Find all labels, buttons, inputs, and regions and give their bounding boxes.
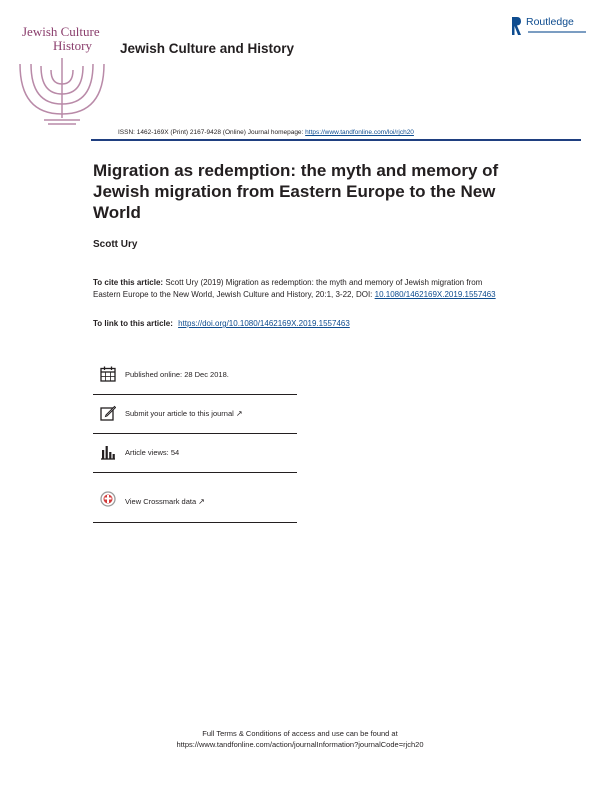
- issn-text: ISSN: 1462-169X (Print) 2167-9428 (Online) Journal homepage:: [118, 129, 304, 136]
- publisher-name: Routledge: [526, 16, 574, 28]
- submit-text: [125, 409, 243, 418]
- footer-terms-line: Full Terms & Conditions of access and use can be found at: [202, 729, 398, 738]
- routledge-icon: [510, 15, 522, 37]
- bar-chart-icon: [100, 444, 116, 460]
- journal-homepage-link[interactable]: https://www.tandfonline.com/loi/rjch20: [305, 129, 414, 136]
- journal-logo-line1: Jewish Culture: [22, 24, 100, 39]
- published-row: [93, 364, 297, 395]
- publisher-logo[interactable]: [510, 15, 590, 41]
- crossmark-row[interactable]: [93, 492, 297, 523]
- submit-label: Submit your article to this journal: [125, 409, 234, 418]
- journal-logo: [14, 14, 110, 126]
- calendar-icon: [100, 366, 116, 382]
- article-link-line: [93, 319, 350, 328]
- cite-text: Scott Ury (2019) Migration as redemption: the myth and memory of Jewish migration from Eastern Europe to the New World, Jewish Culture and History, 20:1, 3-22, DOI:: [93, 278, 483, 299]
- submit-row[interactable]: [93, 403, 297, 434]
- edit-icon: [100, 405, 116, 421]
- article-title: Migration as redemption: the myth and memory of Jewish migration from Eastern Europe to the New World: [93, 161, 499, 222]
- published-text: Published online: 28 Dec 2018.: [125, 370, 229, 379]
- link-label: To link to this article:: [93, 319, 173, 328]
- citation-block: [93, 277, 503, 300]
- crossmark-text: [125, 497, 205, 506]
- external-link-icon: ↗: [198, 497, 205, 506]
- crossmark-icon: [100, 491, 116, 507]
- cite-label: To cite this article:: [93, 278, 164, 287]
- footer-journal-info-link[interactable]: https://www.tandfonline.com/action/journalInformation?journalCode=rjch20: [176, 740, 424, 749]
- views-text: Article views: 54: [125, 448, 180, 457]
- journal-logo-line2: History: [53, 38, 92, 53]
- cite-doi-link[interactable]: 10.1080/1462169X.2019.1557463: [374, 289, 496, 299]
- crossmark-label: View Crossmark data: [125, 497, 197, 506]
- author-name: Scott Ury: [93, 239, 138, 250]
- external-link-icon: ↗: [235, 409, 243, 418]
- article-doi-link[interactable]: https://doi.org/10.1080/1462169X.2019.1557463: [178, 319, 350, 328]
- views-row: [93, 442, 297, 473]
- header-divider: [91, 139, 581, 141]
- publisher-tagline-mark: [528, 31, 586, 33]
- issn-line: [118, 129, 414, 136]
- journal-title: Jewish Culture and History: [120, 41, 295, 56]
